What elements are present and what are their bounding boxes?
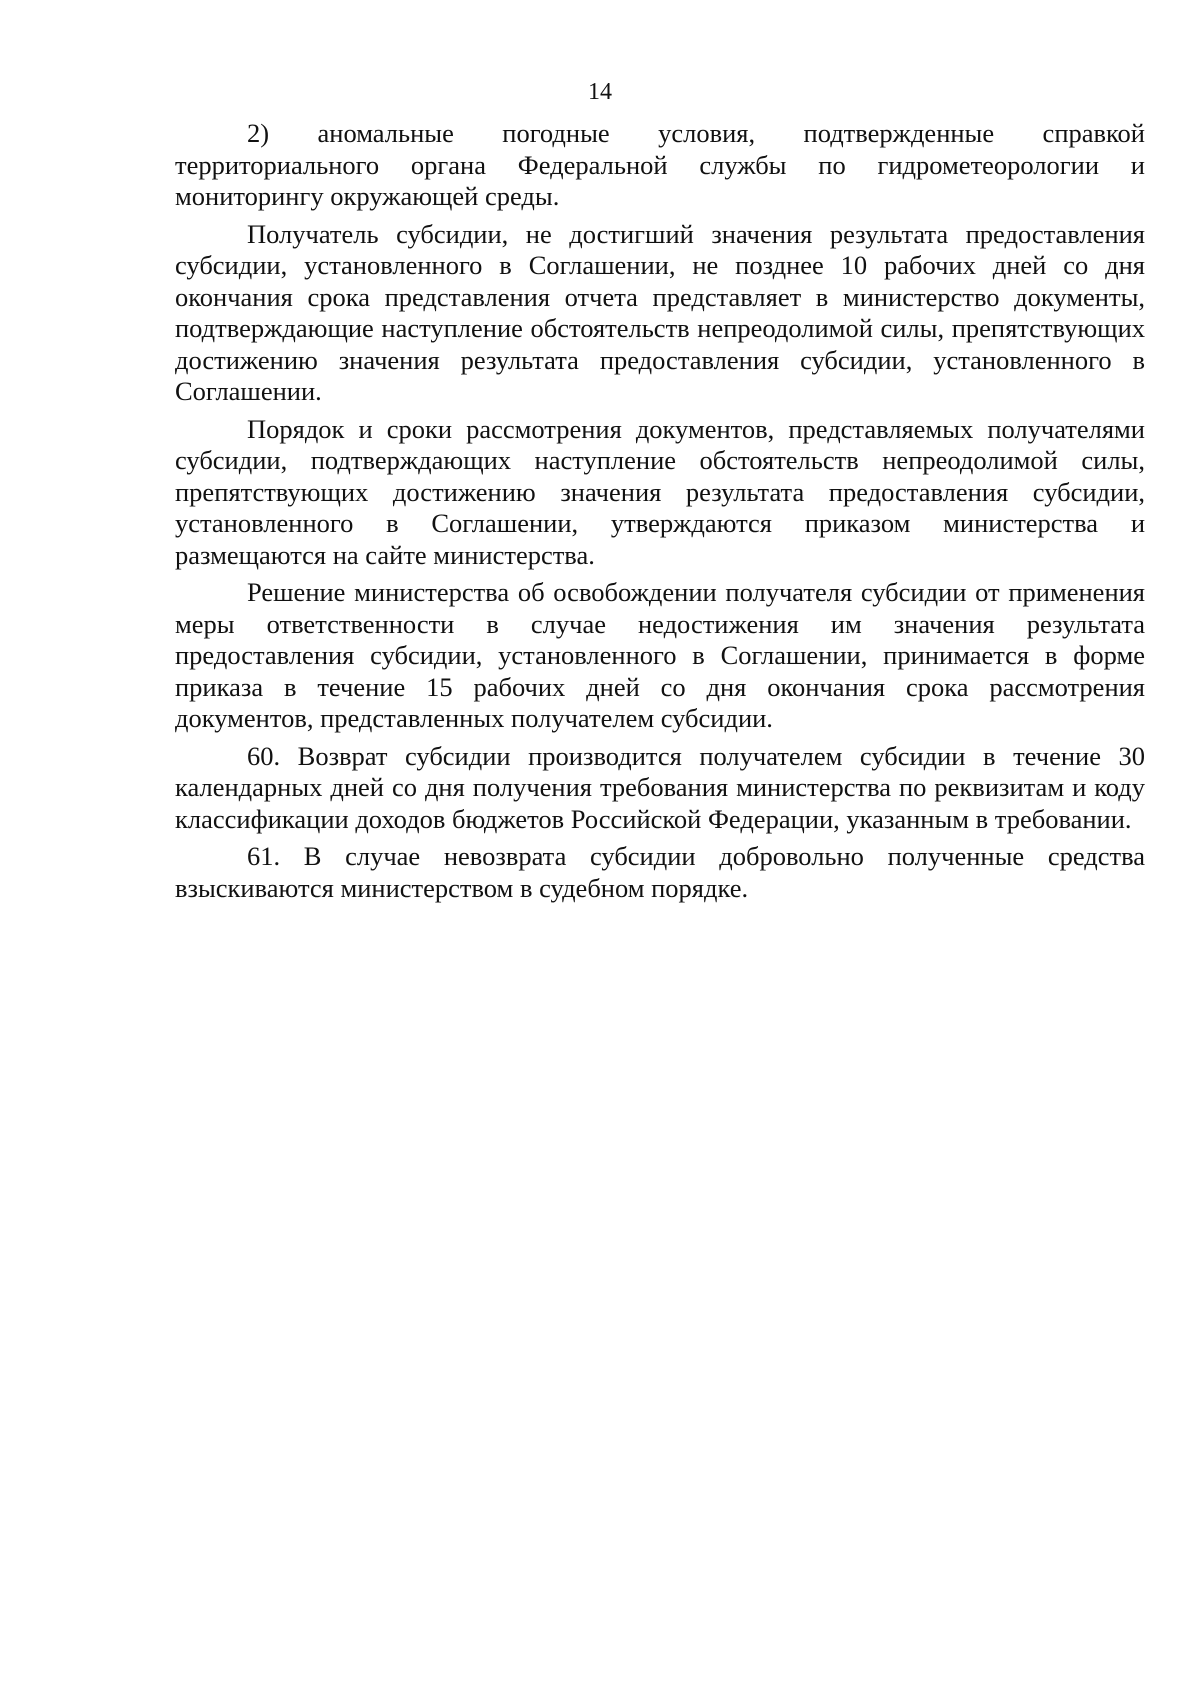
paragraph-review-procedure: Порядок и сроки рассмотрения документов, представляемых получателями субсидии, подтверждающих наступление обстоятельств непреодолимой силы, препятствующих достижению значения результата предоставления субсидии, установленного в Соглашении, утверждаются приказом министерства и размещаются на сайте министерства. bbox=[175, 413, 1145, 570]
page-number: 14 bbox=[588, 79, 612, 105]
paragraph-recipient-documents: Получатель субсидии, не достигший значения результата предоставления субсидии, установленного в Соглашении, не позднее 10 рабочих дней со дня окончания срока представления отчета представляет в министерство документы, подтверждающие наступление обстоятельств непреодолимой силы, препятствующих достижению значения результата предоставления субсидии, установленного в Соглашении. bbox=[175, 218, 1145, 406]
paragraph-weather-conditions: 2) аномальные погодные условия, подтвержденные справкой территориального органа Федеральной службы по гидрометеорологии и мониторингу окружающей среды. bbox=[175, 118, 1145, 211]
paragraph-item-61: 61. В случае невозврата субсидии добровольно полученные средства взыскиваются министерством в судебном порядке. bbox=[175, 841, 1145, 903]
paragraph-item-60: 60. Возврат субсидии производится получателем субсидии в течение 30 календарных дней со дня получения требования министерства по реквизитам и коду классификации доходов бюджетов Российской Федерации, указанным в требовании. bbox=[175, 740, 1145, 834]
document-body bbox=[175, 118, 1145, 904]
paragraph-ministry-decision: Решение министерства об освобождении получателя субсидии от применения меры ответственности в случае недостижения им значения результата предоставления субсидии, установленного в Соглашении, принимается в форме приказа в течение 15 рабочих дней со дня окончания срока рассмотрения документов, представленных получателем субсидии. bbox=[175, 577, 1145, 733]
